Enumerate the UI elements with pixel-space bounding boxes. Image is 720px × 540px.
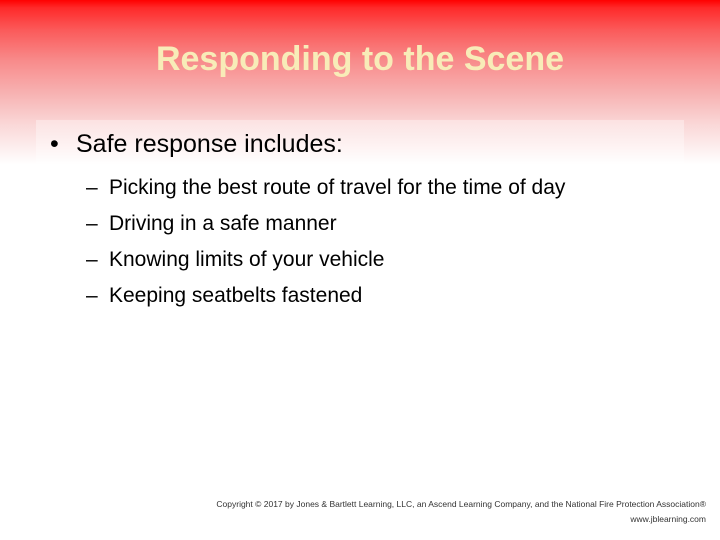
sub-bullet-marker: – <box>86 176 98 199</box>
main-bullet <box>50 130 343 159</box>
sub-bullet-list <box>86 170 565 314</box>
bullet-marker: • <box>50 130 59 158</box>
sub-bullet-item <box>86 242 565 278</box>
sub-bullet-text: Keeping seatbelts fastened <box>109 284 363 307</box>
sub-bullet-text: Picking the best route of travel for the time of day <box>109 176 566 199</box>
sub-bullet-marker: – <box>86 248 98 271</box>
footer-url: www.jblearning.com <box>630 514 706 524</box>
footer <box>216 497 706 527</box>
sub-bullet-text: Driving in a safe manner <box>109 212 337 235</box>
slide-title: Responding to the Scene <box>155 40 565 78</box>
sub-bullet-item <box>86 170 565 206</box>
main-bullet-text: Safe response includes: <box>76 130 343 158</box>
sub-bullet-text: Knowing limits of your vehicle <box>109 248 385 271</box>
copyright-notice: Copyright © 2017 by Jones & Bartlett Learning, LLC, an Ascend Learning Company, and the National Fire Protection Association® <box>216 499 706 509</box>
sub-bullet-item <box>86 206 565 242</box>
sub-bullet-item <box>86 278 565 314</box>
sub-bullet-marker: – <box>86 212 98 235</box>
sub-bullet-marker: – <box>86 284 98 307</box>
